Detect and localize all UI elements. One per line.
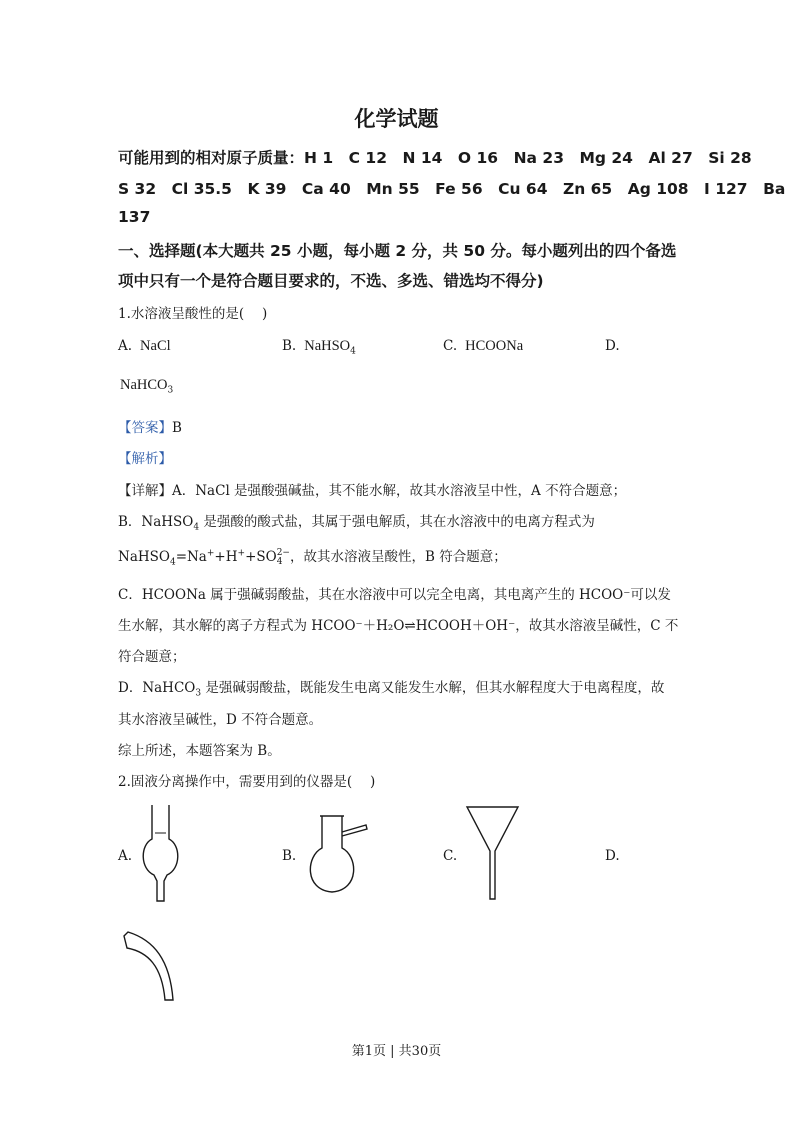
- q1-detail-c3: 符合题意；: [118, 649, 186, 665]
- detail-b1-pre: B．NaHSO: [118, 514, 194, 530]
- q1-detail-d1: [118, 676, 664, 699]
- section-heading-line-1: 一、选择题(本大题共 25 小题，每小题 2 分，共 50 分。每小题列出的四个备选: [118, 242, 677, 260]
- q1-detail-a: [118, 479, 626, 499]
- detail-tag: 【详解】: [118, 483, 172, 499]
- detail-b1-sub: 4: [193, 522, 200, 533]
- detail-d1-sub: 3: [195, 688, 202, 699]
- atomic-mass-line-1: 可能用到的相对原子质量：H 1 C 12 N 14 O 16 Na 23 Mg 24 Al 27 Si 28: [118, 149, 752, 167]
- q1-option-b[interactable]: [282, 338, 356, 357]
- q1-answer: [118, 416, 182, 436]
- q1-detail-d2: 其水溶液呈碱性，D 不符合题意。: [118, 712, 323, 728]
- q1-stem: 1.水溶液呈酸性的是( ): [118, 306, 268, 322]
- atomic-mass-line-3: 137: [118, 208, 151, 226]
- eq-h-sup: +: [237, 548, 246, 559]
- q1-detail-b2: [118, 545, 507, 568]
- eq-na-sup: +: [206, 548, 215, 559]
- q1-option-b-value: NaHSO: [304, 338, 351, 354]
- eq-nahso: NaHSO: [118, 549, 170, 565]
- detail-d1-post: 是强碱弱酸盐，既能发生电离又能发生水解，但其水解程度大于电离程度，故: [201, 680, 665, 696]
- q1-option-c-label: C.: [443, 338, 458, 354]
- eq-na: =Na: [175, 549, 207, 565]
- q1-option-a-label: A.: [118, 338, 133, 354]
- eq-so: +SO: [245, 549, 277, 565]
- volumetric-bulb-icon[interactable]: [138, 803, 188, 908]
- q1-summary: 综上所述，本题答案为 B。: [118, 743, 281, 759]
- eq-so-ion: [277, 549, 290, 567]
- answer-value: B: [172, 420, 182, 436]
- analysis-tag: 【解析】: [118, 451, 172, 467]
- eq-h: +H: [214, 549, 238, 565]
- q1-option-d[interactable]: [605, 338, 620, 354]
- detail-b1-post: 是强酸的酸式盐，其属于强电解质，其在水溶液中的电离方程式为: [199, 514, 595, 530]
- q1-option-a[interactable]: [118, 338, 171, 355]
- q1-option-b-label: B.: [282, 338, 297, 354]
- q1-option-d-value: [120, 377, 173, 396]
- q1-detail-b1: [118, 510, 595, 533]
- q2-option-c[interactable]: C.: [443, 848, 458, 864]
- detail-d1-pre: D．NaHCO: [118, 680, 196, 696]
- q1-option-d-label: D.: [605, 338, 620, 354]
- eq-so-sup: 2−: [276, 547, 290, 558]
- q1-option-b-sub: 4: [350, 346, 356, 357]
- q1-detail-c1: C．HCOONa 属于强碱弱酸盐，其在水溶液中可以完全电离，其电离产生的 HCOO⁻可以发: [118, 587, 671, 603]
- q2-stem: 2.固液分离操作中，需要用到的仪器是( ): [118, 774, 376, 790]
- page-title: 化学试题: [354, 107, 439, 131]
- q2-option-b[interactable]: B.: [282, 848, 297, 864]
- q1-option-d-formula: NaHCO: [120, 377, 168, 393]
- eq-nahso-sub: 4: [169, 557, 176, 568]
- page-footer: 第1页 | 共30页: [351, 1044, 442, 1059]
- q2-option-d[interactable]: D.: [605, 848, 620, 864]
- eq-so-sub: 4: [276, 556, 283, 567]
- funnel-icon[interactable]: [464, 805, 524, 903]
- answer-tag: 【答案】: [118, 420, 172, 436]
- q1-option-d-sub: 3: [167, 385, 174, 396]
- q2-option-a[interactable]: A.: [118, 848, 133, 864]
- q1-option-c-value: HCOONa: [465, 338, 524, 354]
- atomic-mass-line-2: S 32 Cl 35.5 K 39 Ca 40 Mn 55 Fe 56 Cu 64 Zn 65 Ag 108 I 127 Ba: [118, 180, 786, 198]
- q1-option-a-value: NaCl: [140, 338, 171, 354]
- distilling-flask-icon[interactable]: [300, 812, 380, 897]
- q1-detail-c2: 生水解，其水解的离子方程式为 HCOO⁻＋H₂O⇌HCOOH＋OH⁻，故其水溶液呈碱性，C 不: [118, 618, 679, 634]
- eq-post: ，故其水溶液呈酸性，B 符合题意；: [289, 549, 507, 565]
- section-heading-line-2: 项中只有一个是符合题目要求的，不选、多选、错选均不得分): [118, 272, 544, 290]
- detail-line-a: A．NaCl 是强酸强碱盐，其不能水解，故其水溶液呈中性，A 不符合题意；: [172, 483, 627, 499]
- bent-tube-icon[interactable]: [118, 930, 178, 1005]
- q1-option-c[interactable]: [443, 338, 523, 355]
